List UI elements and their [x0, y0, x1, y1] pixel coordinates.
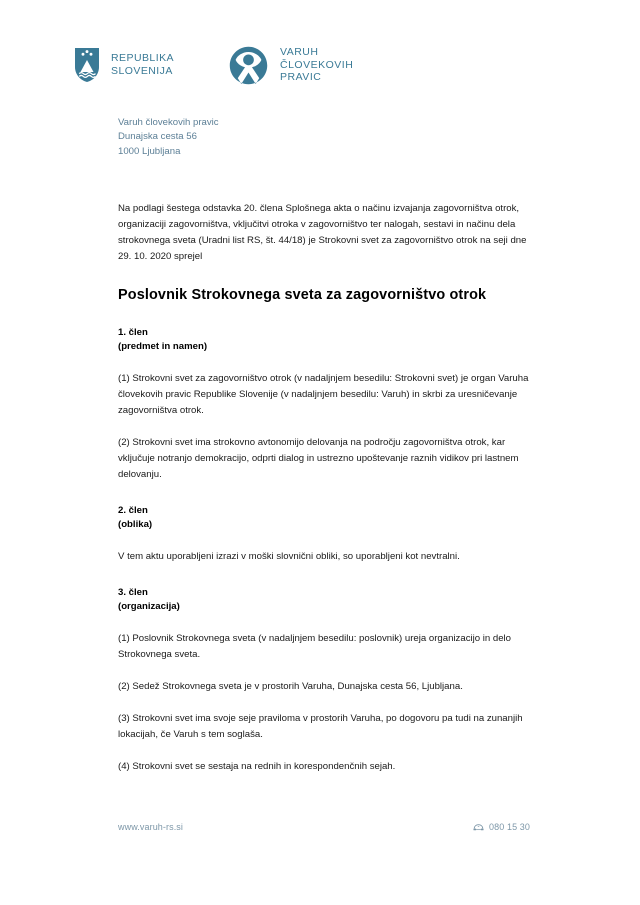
- address-line-3: 1000 Ljubljana: [118, 145, 181, 157]
- address-line-2: Dunajska cesta 56: [118, 131, 197, 143]
- republika-line-2: SLOVENIJA: [111, 65, 173, 77]
- legal-basis-paragraph: Na podlagi šestega odstavka 20. člena Splošnega akta o načinu izvajanja zagovorništva otrok, organizaciji zagovorništva, vključitvi otroka v zagovorništvo ter nalogah, sestavi in načinu dela strokovnega sveta (Uradni list RS, št. 44/18) je Strokovni svet za zagovorništvo otrok na seji dne 29. 10. 2020 sprejel: [118, 202, 527, 262]
- article-1-paragraph-2: (2) Strokovni svet ima strokovno avtonomijo delovanja na področju zagovorništva otrok, kar vključuje notranjo demokracijo, odprti dialog in ustrezno upoštevanje raznih vidikov pri lastnem delovanju.: [118, 436, 519, 480]
- slovenia-coat-of-arms-icon: [74, 47, 100, 83]
- document-header-logos: [0, 34, 640, 96]
- varuh-line-3: PRAVIC: [280, 71, 322, 84]
- article-3-paragraph-4: (4) Strokovni svet se sestaja na rednih in korespondenčnih sejah.: [118, 760, 396, 772]
- page-title: Poslovnik Strokovnega sveta za zagovorništvo otrok: [118, 286, 487, 303]
- telephone-icon: [473, 823, 484, 832]
- address-line-1: Varuh človekovih pravic: [118, 117, 219, 128]
- article-3-paragraph-1: (1) Poslovnik Strokovnega sveta (v nadaljnjem besedilu: poslovnik) ureja organizacijo in delo Strokovnega sveta.: [118, 632, 512, 660]
- ombudsman-eye-icon: [229, 46, 268, 85]
- footer-website[interactable]: www.varuh-rs.si: [118, 822, 184, 832]
- article-heading-3: [118, 586, 530, 615]
- republika-slovenija-logo-text: [111, 52, 174, 78]
- article-heading-1: [118, 326, 530, 355]
- article-number-1: 1. člen: [118, 326, 148, 338]
- article-subtitle-1: (predmet in namen): [118, 341, 208, 353]
- document-footer: [118, 822, 530, 832]
- article-subtitle-2: (oblika): [118, 519, 153, 531]
- republika-line-1: REPUBLIKA: [111, 51, 174, 64]
- article-subtitle-3: (organizacija): [118, 601, 180, 613]
- varuh-clovekovih-pravic-logo: [229, 46, 353, 85]
- footer-phone: [473, 822, 530, 832]
- sender-address-block: [118, 116, 530, 159]
- article-number-3: 3. člen: [118, 586, 148, 598]
- varuh-line-2: ČLOVEKOVIH: [280, 58, 354, 71]
- article-1-paragraph-1: (1) Strokovni svet za zagovorništvo otrok (v nadaljnjem besedilu: Strokovni svet) je organ Varuha človekovih pravic Republike Slovenije (v nadaljnjem besedilu: Varuh) in skrbi za uresničevanje zagovorništva otrok.: [118, 372, 529, 416]
- varuh-line-1: VARUH: [280, 45, 319, 58]
- article-2-paragraph-1: V tem aktu uporabljeni izrazi v moški slovnični obliki, so uporabljeni kot nevtralni.: [118, 550, 460, 562]
- varuh-logo-text: [280, 46, 353, 84]
- article-3-paragraph-3: (3) Strokovni svet ima svoje seje praviloma v prostorih Varuha, po dogovoru pa tudi na zunanjih lokacijah, če Varuh s tem soglaša.: [118, 712, 523, 740]
- republika-slovenija-logo: [74, 47, 174, 83]
- article-number-2: 2. člen: [118, 504, 148, 516]
- article-3-paragraph-2: (2) Sedež Strokovnega sveta je v prostorih Varuha, Dunajska cesta 56, Ljubljana.: [118, 680, 463, 692]
- article-heading-2: [118, 504, 530, 533]
- footer-phone-number: 080 15 30: [489, 822, 530, 832]
- document-body: [118, 116, 530, 775]
